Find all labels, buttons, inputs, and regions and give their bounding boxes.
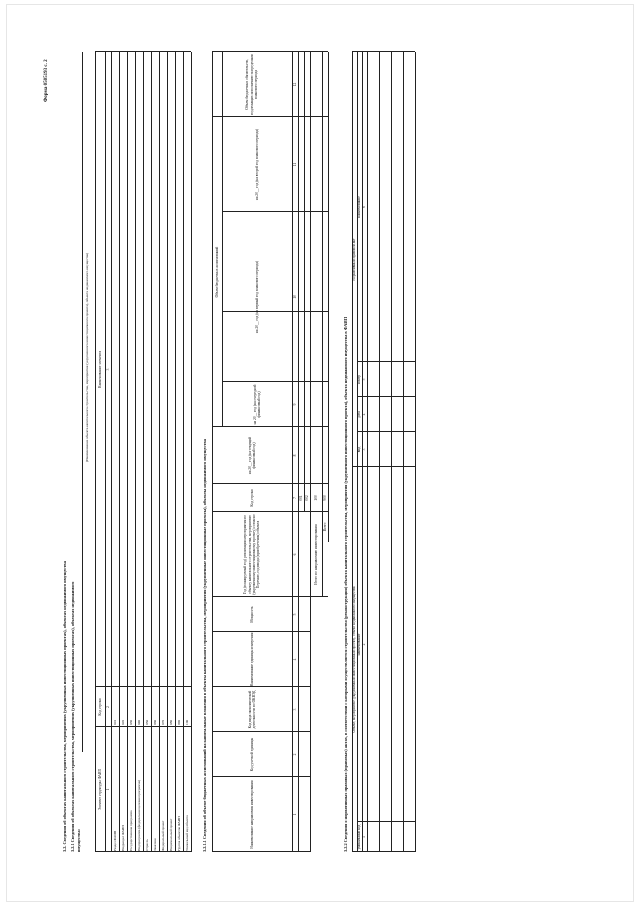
t1-row-code: 060 xyxy=(153,719,157,725)
t2-col-header-direction: Наименование направления инвестирования xyxy=(249,780,254,849)
t3-sub-header: наименование xyxy=(357,633,362,656)
object-name-line xyxy=(82,52,83,752)
t2-group-header: Объем бюджетных ассигнований xyxy=(214,246,219,298)
t2-col-number: 6 xyxy=(292,553,297,556)
object-caption: (Наименование объекта капитального строительства, мероприятия (укрупненного инвестиционного проекта), объекта недвижимого имущества) xyxy=(85,252,89,462)
t3-col-number: 4 xyxy=(362,413,367,416)
rotated-form-content xyxy=(40,42,440,862)
t1-row-label: Отрасль xyxy=(145,839,149,851)
t2-col-number: 9 xyxy=(292,403,297,406)
t2-col-header-unit-name: Наименование единицы измерения xyxy=(249,632,254,687)
t1-row-label: Заказчик xyxy=(153,838,157,851)
section-3-2-1-title-cont: имущества: xyxy=(76,828,81,852)
t2-col-header-current-year: на 20__ год (на текущий финансовый год) xyxy=(247,436,256,475)
t2-col-number: 8 xyxy=(292,454,297,457)
section-3-2-2-title: 3.2.2 Сведения о нормативных правовых (правовых) актах, в соответствии с которыми осуществляется строительство (реконструкция) объекта капитального строительства, мероприятия (укрупненного инвестиционного проекта), объекта недвижимого имущества в ФАИП xyxy=(343,316,348,852)
t2-subtotal-label: Итого по направлению инвестирования xyxy=(313,524,318,585)
t1-row-code: 010 xyxy=(113,719,117,725)
t1-col-number-2: 2 xyxy=(105,706,110,708)
table-faip-structure xyxy=(95,52,195,852)
table-budget-allocations xyxy=(212,52,372,852)
t2-row-code: 001 xyxy=(298,495,303,501)
t1-row-label: Группа объектов ФАИП xyxy=(177,816,181,851)
t1-row-label: Раздел ФАИП xyxy=(113,830,117,851)
t3-col-number: 5 xyxy=(362,378,367,381)
t2-col-header-unit-code: Код учетной единицы xyxy=(249,737,254,772)
t1-col-number-3: 3 xyxy=(105,368,110,371)
t2-col-header-row-code: Код строки xyxy=(249,489,254,507)
t2-col-number: 4 xyxy=(292,658,297,661)
t3-col-number: 6 xyxy=(362,206,367,208)
t3-sub-header: вид xyxy=(357,446,362,453)
t3-sub-header: номер xyxy=(357,374,362,385)
t2-col-number: 1 xyxy=(292,813,297,816)
t2-row-code: 002 xyxy=(304,495,309,501)
t3-sub-header: наименование xyxy=(357,196,362,218)
table-legal-acts xyxy=(352,52,432,852)
t1-row-code: 050 xyxy=(145,719,149,725)
t1-row-code: 100 xyxy=(185,719,189,725)
t2-col-header-beyond: Объем бюджетных обязательств, подлежащих исполнению за пределами планового периода xyxy=(245,54,259,115)
t2-col-number: 12 xyxy=(292,82,297,87)
t1-row-code: 040 xyxy=(137,719,141,725)
t2-col-number: 10 xyxy=(292,295,297,299)
t1-row-code: 070 xyxy=(161,719,165,725)
t1-row-label: Уникальный код объекта xyxy=(185,815,189,851)
t2-total-label: Всего xyxy=(322,522,327,532)
t2-col-number: 3 xyxy=(292,708,297,711)
t3-col-header-act: Нормативный правовой акт xyxy=(352,238,357,281)
t1-col-header-element: Элемент структуры ФАИП xyxy=(97,768,102,811)
t1-row-code: 090 xyxy=(177,719,181,725)
t1-row-code: 080 xyxy=(169,719,173,725)
t2-col-header-plan-year-2: на 20__ год (на второй год планового периода) xyxy=(254,128,259,201)
t1-col-header-code: Код строки xyxy=(97,698,102,716)
form-label: Форма 0505193 с. 2 xyxy=(44,59,49,102)
t2-col-header-capacity: Мощность xyxy=(249,606,254,623)
t1-col-number-1: 1 xyxy=(105,788,110,791)
t1-row-label: Подпрограмма (федеральная целевая программа) xyxy=(137,779,141,851)
t2-total-code: 900 xyxy=(322,495,327,501)
t3-col-header-object: Объект, мероприятие (укрупненный инвестиционный проект), объект недвижимого имущества xyxy=(352,586,357,733)
t2-col-number: 11 xyxy=(292,162,297,167)
section-3-2-title: 3.2. Сведения об объектах капитального строительства, мероприятиях (укрупненных инвестиционных проектах), объектах недвижимого имущества xyxy=(62,561,67,852)
t2-col-number: 2 xyxy=(292,753,297,756)
t1-row-code: 030 xyxy=(129,719,133,725)
t3-sub-header: дата xyxy=(357,411,362,418)
t2-col-header-next-year: на 20__ год (на очередной финансовый год) xyxy=(252,384,261,425)
section-3-2-1-1-title: 3.2.1.1 Сведения об объеме бюджетных ассигнований на капитальные вложения в объекты капитального строительства, мероприятия (укрупненные инвестиционные проекты), объекты недвижимого имущества xyxy=(202,439,207,852)
t1-row-code: 020 xyxy=(121,719,125,725)
t2-col-header-year: Год (планируемый год) реализации мероприятия по объекту капитального строительства, мероприятию (укрупненному инвестиционному проекту) согласно Перечню, год ввода (приобретения) объекта xyxy=(243,514,261,595)
t1-row-label: Государственная программа xyxy=(129,810,133,851)
t1-row-label: Федеральный проект xyxy=(161,820,165,851)
t2-col-number: 5 xyxy=(292,613,297,616)
t3-col-number: 3 xyxy=(362,448,367,451)
t1-row-label: Подраздел ФАИП xyxy=(121,825,125,851)
t3-sub-header: уникальный код xyxy=(357,824,362,850)
t3-col-number: 2 xyxy=(362,643,367,646)
t2-subtotal-code: 100 xyxy=(313,495,318,501)
t2-col-header-okved: Код вида экономической деятельности по ОКВЭД xyxy=(247,690,256,729)
t2-col-number: 7 xyxy=(292,497,297,499)
t3-col-number: 1 xyxy=(362,836,367,838)
t1-row-label: Национальный проект xyxy=(169,818,173,851)
section-3-2-1-title: 3.2.1 Сведения об объектах капитального строительства, мероприятиях (укрупненных инвестиционных проектах), объектах недвижимого xyxy=(70,581,75,852)
t1-col-header-name: Наименование элемента xyxy=(97,350,102,389)
t2-col-header-plan-year-1: на 20__ год (на первый год планового периода) xyxy=(254,260,259,334)
